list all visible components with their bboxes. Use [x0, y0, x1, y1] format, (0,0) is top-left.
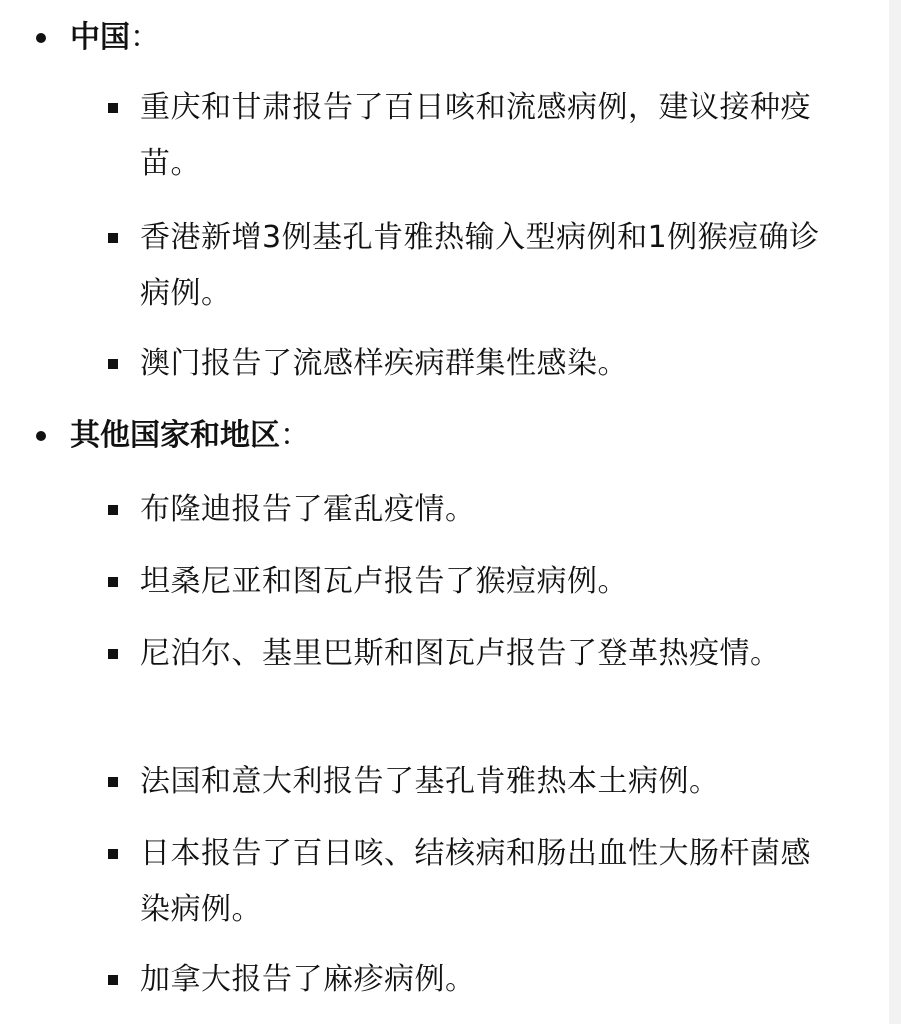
bullet-dot	[36, 33, 46, 43]
bullet-square	[108, 359, 118, 369]
list-item-text: 重庆和甘肃报告了百日咳和流感病例，建议接种疫苗。	[140, 90, 811, 181]
list-item-text: 加拿大报告了麻疹病例。	[140, 962, 476, 997]
section-title: 中国	[70, 20, 130, 55]
bullet-square	[108, 505, 118, 515]
bullet-square	[108, 975, 118, 985]
list-item-text: 香港新增3例基孔肯雅热输入型病例和1例猴痘确诊病例。	[140, 220, 820, 311]
bullet-square	[108, 103, 118, 113]
list-item-text: 澳门报告了流感样疾病群集性感染。	[140, 346, 628, 381]
list-item-text: 布隆迪报告了霍乱疫情。	[140, 492, 476, 527]
section-colon: ：	[280, 418, 310, 453]
list-item-text: 坦桑尼亚和图瓦卢报告了猴痘病例。	[140, 564, 628, 599]
bullet-square	[108, 577, 118, 587]
bullet-dot	[36, 431, 46, 441]
list-item-text: 日本报告了百日咳、结核病和肠出血性大肠杆菌感染病例。	[140, 836, 811, 927]
bullet-square	[108, 849, 118, 859]
bullet-square	[108, 233, 118, 243]
list-item-text: 法国和意大利报告了基孔肯雅热本土病例。	[140, 764, 720, 799]
bullet-square	[108, 777, 118, 787]
bullet-square	[108, 649, 118, 659]
section-colon: ：	[130, 20, 160, 55]
list-item-text: 尼泊尔、基里巴斯和图瓦卢报告了登革热疫情。	[140, 636, 781, 671]
scrollbar-track[interactable]	[889, 0, 901, 1024]
section-title: 其他国家和地区	[70, 418, 280, 453]
